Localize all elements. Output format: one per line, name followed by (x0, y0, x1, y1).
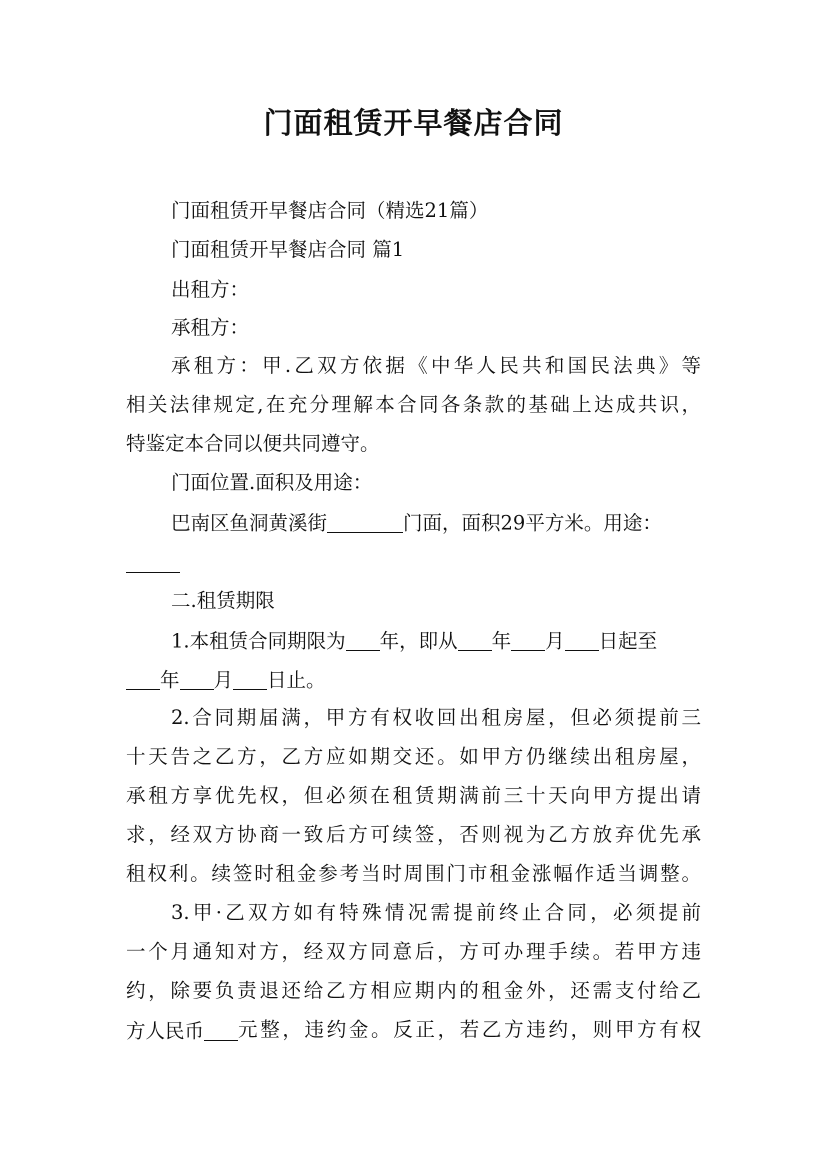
blank-underline (511, 630, 545, 651)
clause-3-line: 一个月通知对方，经双方同意后，方可办理手续。若甲方违 (126, 940, 701, 963)
clause-text: 年 (491, 629, 512, 653)
clause-3-line: 3.甲·乙双方如有特殊情况需提前终止合同，必须提前 (171, 901, 701, 924)
clause-2-line: 十天告之乙方，乙方应如期交还。如甲方仍继续出租房屋， (126, 745, 701, 768)
clause-text: 年，即从 (379, 629, 458, 653)
lessee-line: 承租方： (171, 316, 250, 339)
section-heading: 门面租赁开早餐店合同 篇1 (171, 238, 405, 261)
blank-underline (204, 1020, 238, 1041)
location-street: 巴南区鱼洞黄溪街 (171, 511, 328, 535)
clause-text: 月 (213, 668, 234, 692)
clause-3-line (126, 1020, 701, 1041)
clause-2-line: 求，经双方协商一致后方可续签，否则视为乙方放弃优先承 (126, 823, 701, 846)
clause-1-line (126, 669, 326, 690)
blank-underline (233, 669, 267, 690)
clause-2-line: 承租方享优先权，但必须在租赁期满前三十天向甲方提出请 (126, 784, 701, 807)
usage-line (126, 552, 180, 573)
location-heading: 门面位置.面积及用途： (171, 471, 373, 494)
document-title: 门面租赁开早餐店合同 (263, 106, 564, 140)
blank-underline (327, 512, 403, 533)
blank-underline (346, 630, 380, 651)
blank-underline (565, 630, 599, 651)
clause-text: 方人民币 (126, 1019, 205, 1043)
subtitle-line: 门面租赁开早餐店合同（精选21篇） (171, 199, 489, 222)
clause-text-group (126, 1020, 238, 1041)
clause-text: 日起至 (598, 629, 658, 653)
clause-text: 1.本租赁合同期限为 (171, 629, 346, 653)
clause-text: 日止。 (267, 668, 326, 692)
clause-1-line (171, 630, 657, 651)
blank-underline (180, 669, 214, 690)
clause-text: 年 (160, 668, 180, 692)
clause-text: 月 (545, 629, 565, 653)
paragraph-line: 相关法律规定,在充分理解本合同各条款的基础上达成共识， (126, 393, 701, 416)
lessor-line: 出租方： (171, 278, 250, 301)
clause-2-line: 租权利。续签时租金参考当时周围门市租金涨幅作适当调整。 (126, 862, 701, 885)
clause-2-line: 2.合同期届满，甲方有权收回出租房屋，但必须提前三 (171, 706, 701, 729)
location-line (171, 512, 662, 533)
blank-underline (458, 630, 492, 651)
blank-underline (126, 552, 180, 573)
clause-3-line: 约，除要负责退还给乙方相应期内的租金外，还需支付给乙 (126, 979, 701, 1002)
term-heading: 二.租赁期限 (171, 589, 275, 612)
location-area: 门面，面积29平方米。用途： (403, 511, 662, 535)
clause-text: 元整，违约金。反正，若乙方违约，则甲方有权 (238, 1018, 701, 1041)
blank-underline (126, 669, 160, 690)
paragraph-line: 承租方：甲.乙双方依据《中华人民共和国民法典》等 (171, 354, 701, 377)
paragraph-line: 特鉴定本合同以便共同遵守。 (126, 432, 380, 455)
